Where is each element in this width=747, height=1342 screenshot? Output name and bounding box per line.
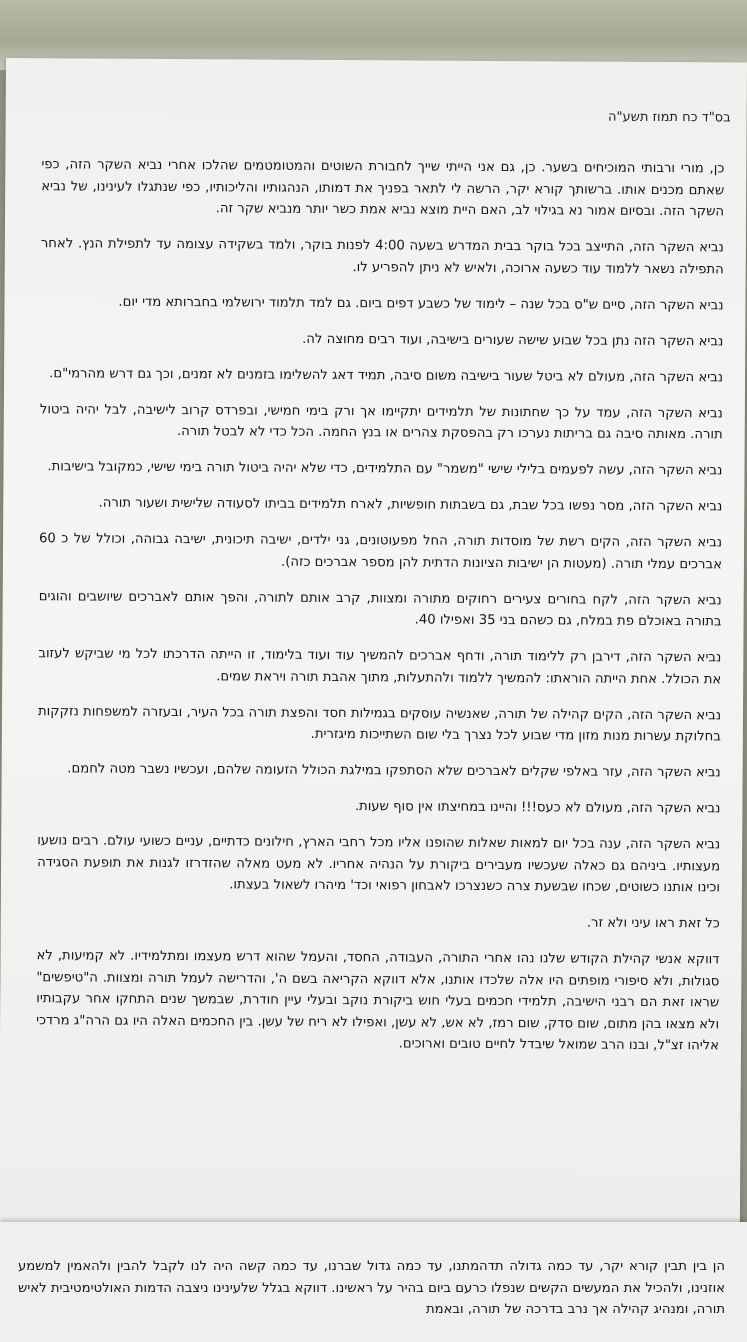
- paragraph-13: נביא השקר הזה, עזר באלפי שקלים לאברכים שלא הסתפקו במילגת הכולל הזעומה שלהם, ועכשיו נשבר מטה לחמם.: [67, 761, 721, 781]
- second-page: [0, 1222, 747, 1342]
- paragraph-3: נביא השקר הזה, סיים ש"ס בכל שנה – לימוד של כשבע דפים ביום. גם למד תלמוד ירושלמי בחברותא מדי יום.: [118, 294, 724, 313]
- paragraph-9: נביא השקר הזה, הקים רשת של מוסדות תורה, החל מפעוטונים, גני ילדים, ישיבה תיכונית, ישיבה גבוהה, וכולל של כ 60 אברכים עמלי תורה. (מעטות הן ישיבות הציונות הדתית להן מספר אברכים כזה).: [39, 531, 723, 572]
- paragraph-5: נביא השקר הזה, מעולם לא ביטל שעור בישיבה משום סיבה, תמיד דאג להשלימו בזמנים לא זמנים, וכך גם דרש מהרמי"ם.: [49, 365, 724, 385]
- paragraph-7: נביא השקר הזה, עשה לפעמים בלילי שישי "משמר" עם התלמידים, כדי שלא יהיה ביטול תורה בימי שישי, כמקובל בישיבות.: [47, 459, 723, 479]
- letter-body: [36, 154, 725, 1071]
- paragraph-1: כן, מורי ורבותי המוכיחים בשער. כן, גם אני הייתי שייך לחבורת השוטים והמטומטמים שהלכו אחרי נביא השקר הזה, כפי שאתם מכנים אותו. ברשותך קורא יקר, הרשה לי לתאר בפניך את דמותו, הנהגותיו והליכותיו, כפי שנתגלו לעינינו, של נביא השקר הזה. ובסיום אמור נא בגילוי לב, האם היית מוצא נביא אמת כשר יותר מנביא שקר זה.: [41, 157, 725, 220]
- paragraph-11: נביא השקר הזה, דירבן רק ללימוד תורה, ודחף אברכים להמשיך עוד ועוד בלימוד, זו הייתה הדרכתו לכל מי שביקש לעזוב את הכולל. אחת הייתה הוראתו: להמשיך ללמוד ולהתעלות, מתוך אהבת תורה ויראת שמים.: [38, 646, 722, 687]
- paragraph-14: נביא השקר הזה, מעולם לא כעס!!! והיינו במחיצתו אין סוף שעות.: [354, 799, 721, 817]
- paragraph-4: נביא השקר הזה נתן בכל שבוע שישה שעורים בישיבה, ועוד רבים מחוצה לה.: [302, 331, 724, 349]
- document-page: [0, 58, 747, 1243]
- paragraph-15: נביא השקר הזה, ענה בכל יום למאות שאלות שהופנו אליו מכל רחבי הארץ, חילונים כדתיים, עניים כשועי עולם. רבים נושעו מעצותיו. ביניהם גם כאלה שעכשיו מעבירים ביקורת על הנהיה אחריו. לא מעט מאלה שהזדרזו לגנות את תופעת הסגידה וכינו אותנו כשוטים, שכחו שבשעת צרה כשנצרכו לאבחון רפואי וכד' מיהרו לשאול בעצתו.: [37, 833, 721, 896]
- paragraph-8: נביא השקר הזה, מסר נפשו בכל שבת, גם בשבתות חופשיות, לארח תלמידים בביתו לסעודה שלישית ושעור תורה.: [98, 495, 723, 515]
- paragraph-10: נביא השקר הזה, לקח בחורים צעירים רחוקים מתורה ומצוות, קרב אותם לתורה, והפך אותם לאברכים שיושבים והוגים בתורה באוכלם פת במלח, גם כשהם בני 35 ואפילו 40.: [38, 588, 722, 630]
- paragraph-6: נביא השקר הזה, עמד על כך שחתונות של תלמידים יתקיימו אך ורק בימי חמישי, ובפרדס קרוב לישיבה, לבל יהיה ביטול תורה. מאותה סיבה גם בריתות נערכו רק בהפסקת צהרים או בנץ החמה. הכל כדי לא לבטל תורה.: [39, 401, 723, 443]
- paragraph-16: כל זאת ראו עיני ולא זר.: [586, 915, 720, 932]
- paragraph-2: נביא השקר הזה, התייצב בכל בוקר בבית המדרש בשעה 4:00 לפנות בוקר, ולמד בשקידה עצומה עד לתפילת הנץ. לאחר התפילה נשאר ללמוד עוד כשעה ארוכה, ולאיש לא ניתן להפריע לו.: [40, 236, 724, 277]
- paragraph-17: דווקא אנשי קהילת הקודש שלנו נהו אחרי התורה, העבודה, החסד, והעמל שהוא דרש מעצמו ומתלמידיו. לא קמיעות, לא סגולות, ולא סיפורי מופתים היו אלה שלכדו אותנו, אלא דווקא הקריאה בשם ה', והדרישה לעמל תורה ומצוות. ה"טיפשים" שראו זאת הם רבני הישיבה, תלמידי חכמים בעלי חוש ביקורת נוקב ובעלי עיין חודרת, שבמשך שנים התחקו אחר עקבותיו ולא מצאו בהן מתום, שום סדק, שום רמז, לא אש, לא עשן, ואפילו לא ריח של עשן. בין החכמים האלה היו גם הרה"ג מרדכי אליהו זצ"ל, ובנו הרב שמואל שיבדל לחיים טובים וארוכים.: [36, 948, 720, 1054]
- paragraph-12: נביא השקר הזה, הקים קהילה של תורה, שאנשיה עוסקים בגמילות חסד והפצת תורה בכל העיר, ובעזרה למשפחות נזקקות בחלוקת עשרות מנות מזון מדי שבוע לכל נצרך בלי שום השתייכות מיגזרית.: [37, 703, 722, 745]
- second-page-body: הן בין תבין קורא יקר, עד כמה גדולה תדהמתנו, עד כמה גדול שברנו, עד כמה קשה היה לנו לקבל להבין ולהאמין למשמע אוזנינו, ולהכיל את המעשים הקשים שנפלו כרעם ביום בהיר על ראשינו. דווקא בגלל שלעינינו ניצבה הדמות האולטימטיבית לאיש תורה, ומנהיג קהילה אך נרב בדרכה של תורה, ובאמת: [18, 1259, 725, 1317]
- date-header: בס"ד כח תמוז תשע"ה: [608, 109, 731, 126]
